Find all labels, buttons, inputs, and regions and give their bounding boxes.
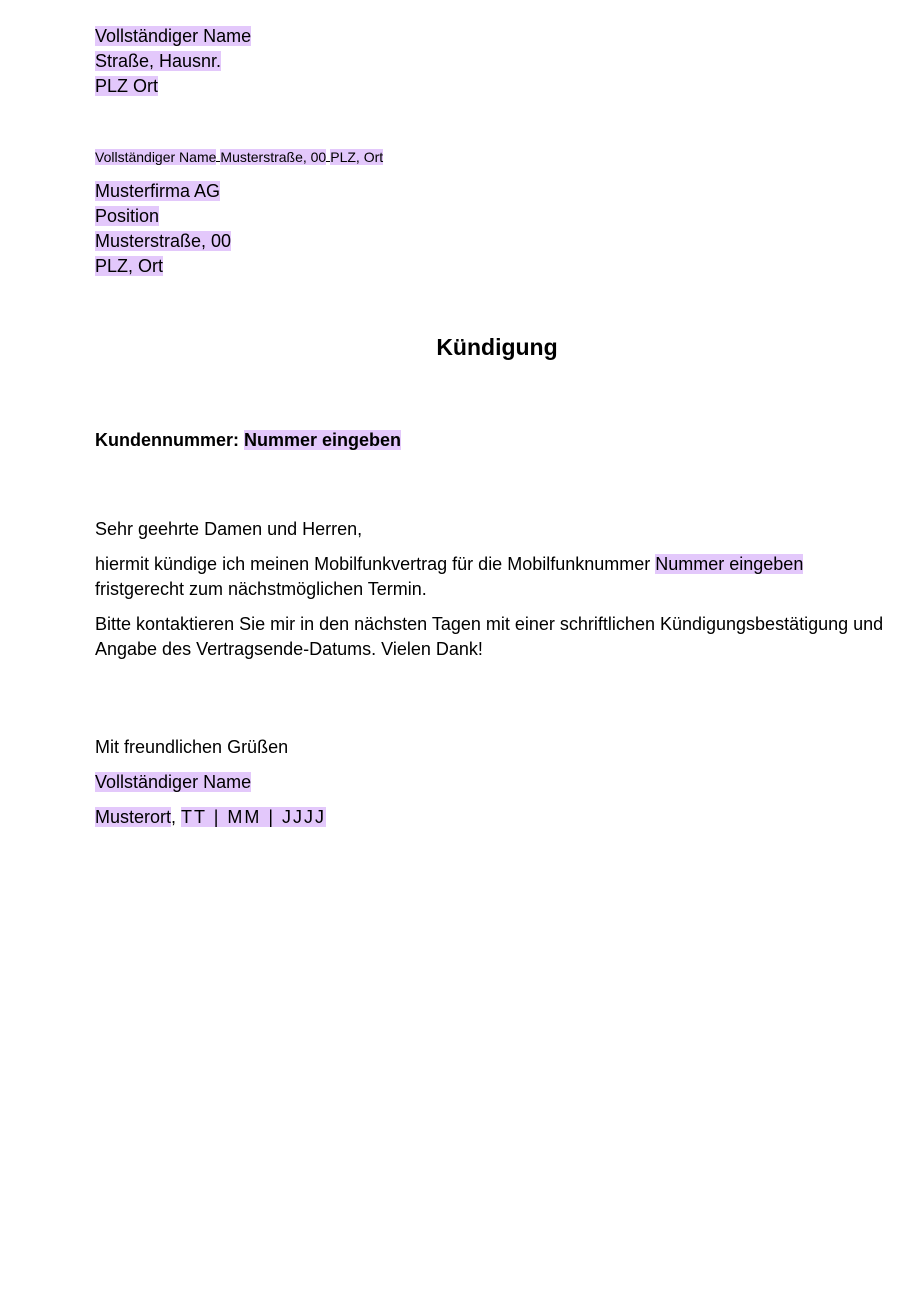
customer-number-label: Kundennummer: xyxy=(95,430,245,450)
sender-address xyxy=(95,24,895,99)
body-paragraph-1 xyxy=(95,552,895,602)
sender-name-field[interactable]: Vollständiger Name xyxy=(95,26,252,46)
letter-title: Kündigung xyxy=(436,334,558,360)
return-street-field[interactable]: Musterstraße, 00 xyxy=(220,149,327,165)
customer-number-field[interactable]: Nummer eingeben xyxy=(244,430,402,450)
recipient-street-field[interactable]: Musterstraße, 00 xyxy=(95,231,232,251)
place-field[interactable]: Musterort xyxy=(95,807,172,827)
customer-number-line xyxy=(95,428,401,453)
salutation: Sehr geehrte Damen und Herren, xyxy=(95,519,363,539)
letter-page xyxy=(95,24,895,827)
recipient-position-field[interactable]: Position xyxy=(95,206,160,226)
date-field[interactable]: TT | MM | JJJJ xyxy=(181,807,327,827)
place-separator: , xyxy=(171,807,182,827)
recipient-company-field[interactable]: Musterfirma AG xyxy=(95,181,221,201)
place-date-line xyxy=(95,805,326,830)
signature-line xyxy=(95,770,251,795)
return-name-field[interactable]: Vollständiger Name xyxy=(95,149,217,165)
return-address-line xyxy=(95,148,895,166)
body-paragraph-2: Bitte kontaktieren Sie mir in den nächsten Tagen mit einer schriftlichen Kündigungsbestätigung und Angabe des Vertragsende-Datums. Vielen Dank! xyxy=(95,614,884,659)
return-city-field[interactable]: PLZ, Ort xyxy=(330,149,384,165)
recipient-address xyxy=(95,179,895,279)
recipient-city-field[interactable]: PLZ, Ort xyxy=(95,256,164,276)
sender-street-field[interactable]: Straße, Hausnr. xyxy=(95,51,222,71)
closing-phrase: Mit freundlichen Grüßen xyxy=(95,737,289,757)
mobile-number-field[interactable]: Nummer eingeben xyxy=(655,554,804,574)
sender-city-field[interactable]: PLZ Ort xyxy=(95,76,159,96)
paragraph1-text-before: hiermit kündige ich meinen Mobilfunkvertrag für die Mobilfunknummer xyxy=(95,554,656,574)
paragraph1-text-after: fristgerecht zum nächstmöglichen Termin. xyxy=(95,579,427,599)
signature-name-field[interactable]: Vollständiger Name xyxy=(95,772,252,792)
